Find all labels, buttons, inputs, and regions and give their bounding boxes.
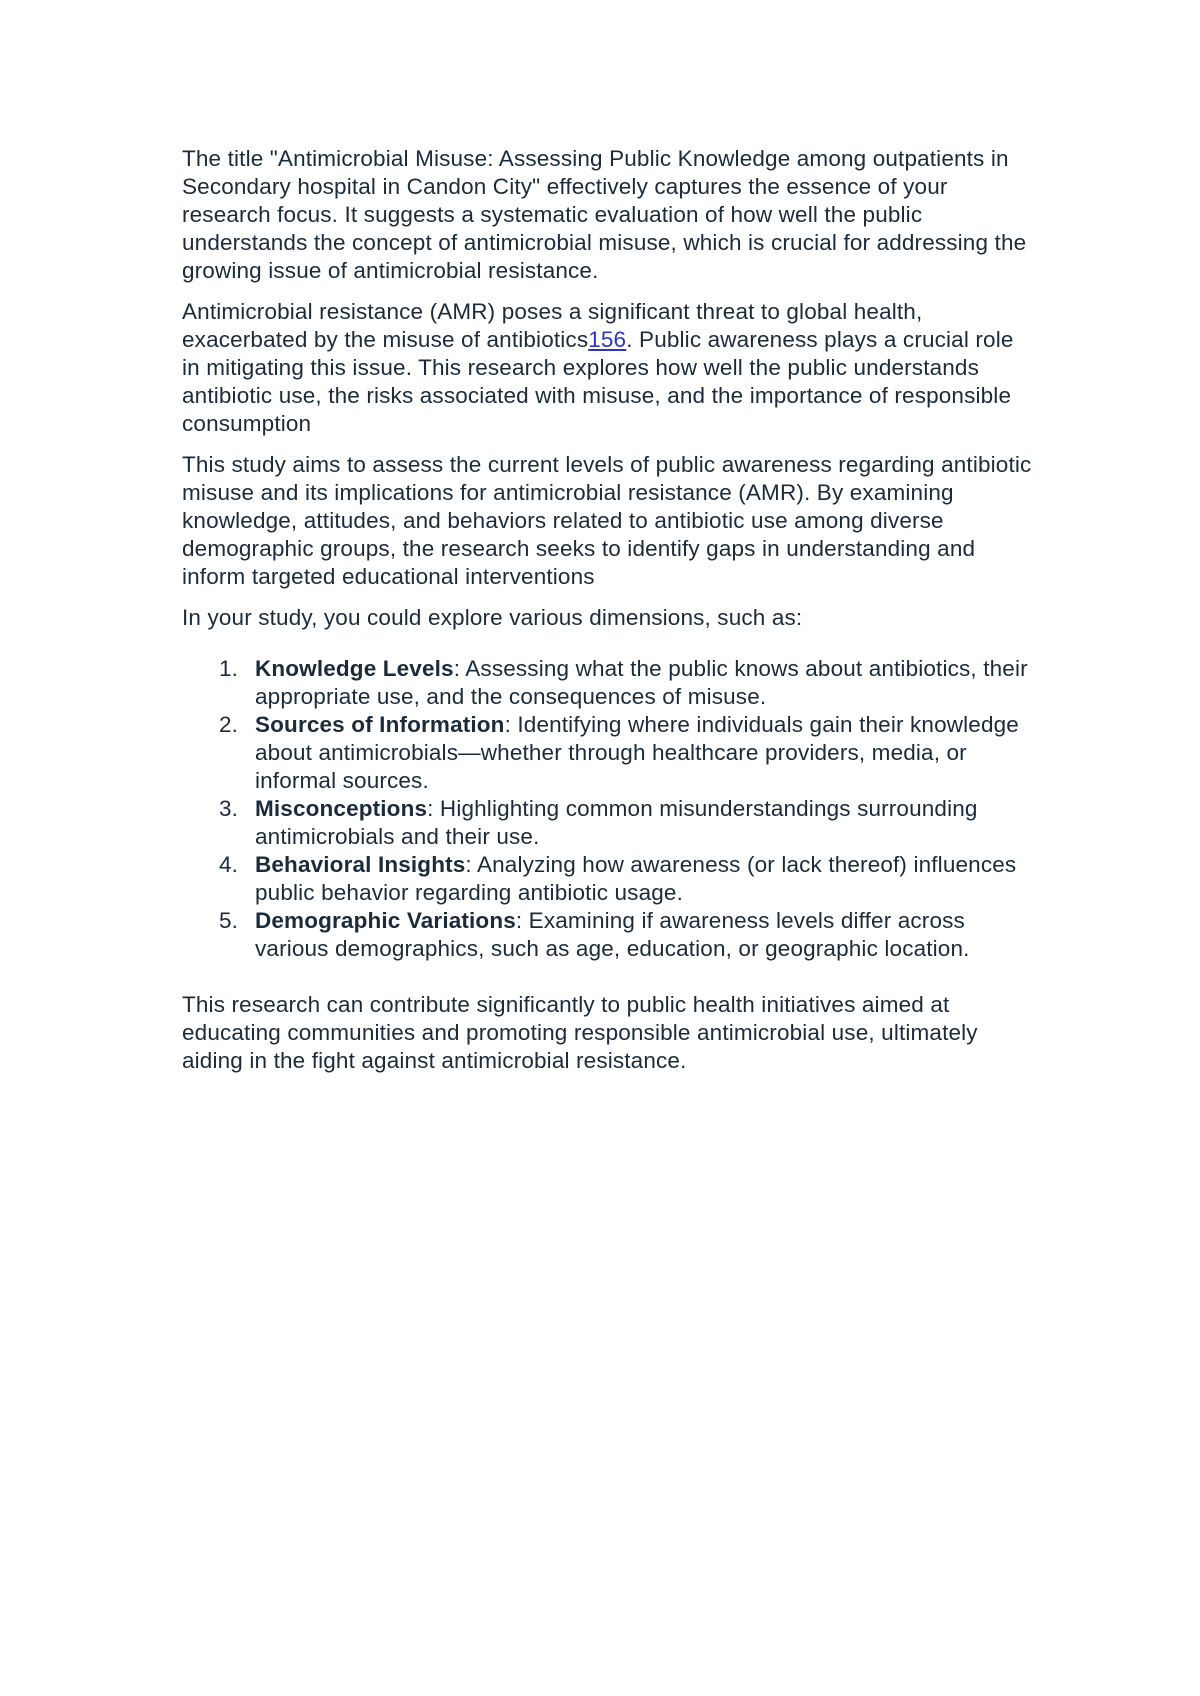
paragraph-amr-text-end: . Public awareness plays a crucial role in mitigating this issue. This research explores how well the public understands antibiotic use, the risks associated with misuse, and the importance of responsible consumption xyxy=(182,327,1014,436)
list-item xyxy=(182,907,1032,963)
list-item-description: : Assessing what the public knows about antibiotics, their appropriate use, and the consequences of misuse. xyxy=(255,656,1028,709)
list-item-term: Knowledge Levels xyxy=(255,656,454,681)
paragraph-amr-background xyxy=(182,298,1032,438)
list-item-term: Misconceptions xyxy=(255,796,428,821)
list-item xyxy=(182,851,1032,907)
list-item-description: : Analyzing how awareness (or lack thereof) influences public behavior regarding antibiotic usage. xyxy=(255,852,1017,905)
paragraph-dimensions-intro: In your study, you could explore various dimensions, such as: xyxy=(182,605,803,630)
list-item-number: 2. xyxy=(219,712,239,737)
list-item xyxy=(182,711,1032,795)
reference-link[interactable]: 156 xyxy=(588,327,627,352)
dimensions-list xyxy=(182,655,1032,963)
paragraph-title-assessment: The title "Antimicrobial Misuse: Assessing Public Knowledge among outpatients in Secondary hospital in Candon City" effectively captures the essence of your research focus. It suggests a systematic evaluation of how well the public understands the concept of antimicrobial misuse, which is crucial for addressing the growing issue of antimicrobial resistance. xyxy=(182,146,1027,283)
list-item-number: 5. xyxy=(219,908,239,933)
list-item-description: : Examining if awareness levels differ across various demographics, such as age, education, or geographic location. xyxy=(255,908,970,961)
list-item-number: 4. xyxy=(219,852,239,877)
paragraph-study-aims: This study aims to assess the current levels of public awareness regarding antibiotic misuse and its implications for antimicrobial resistance (AMR). By examining knowledge, attitudes, and behaviors related to antibiotic use among diverse demographic groups, the research seeks to identify gaps in understanding and inform targeted educational interventions xyxy=(182,452,1032,589)
document-page xyxy=(182,145,1032,1088)
list-item-description: : Highlighting common misunderstandings surrounding antimicrobials and their use. xyxy=(255,796,978,849)
list-item-description: : Identifying where individuals gain their knowledge about antimicrobials—whether through healthcare providers, media, or informal sources. xyxy=(255,712,1019,793)
list-item-number: 3. xyxy=(219,796,239,821)
paragraph-closing: This research can contribute significantly to public health initiatives aimed at educating communities and promoting responsible antimicrobial use, ultimately aiding in the fight against antimicrobial resistance. xyxy=(182,992,978,1073)
list-item-term: Sources of Information xyxy=(255,712,505,737)
paragraph-amr-text-start: Antimicrobial resistance (AMR) poses a significant threat to global health, exacerbated by the misuse of antibiotics xyxy=(182,299,923,352)
list-item-term: Demographic Variations xyxy=(255,908,516,933)
list-item-number: 1. xyxy=(219,656,239,681)
list-item xyxy=(182,795,1032,851)
list-item-term: Behavioral Insights xyxy=(255,852,466,877)
list-item xyxy=(182,655,1032,711)
